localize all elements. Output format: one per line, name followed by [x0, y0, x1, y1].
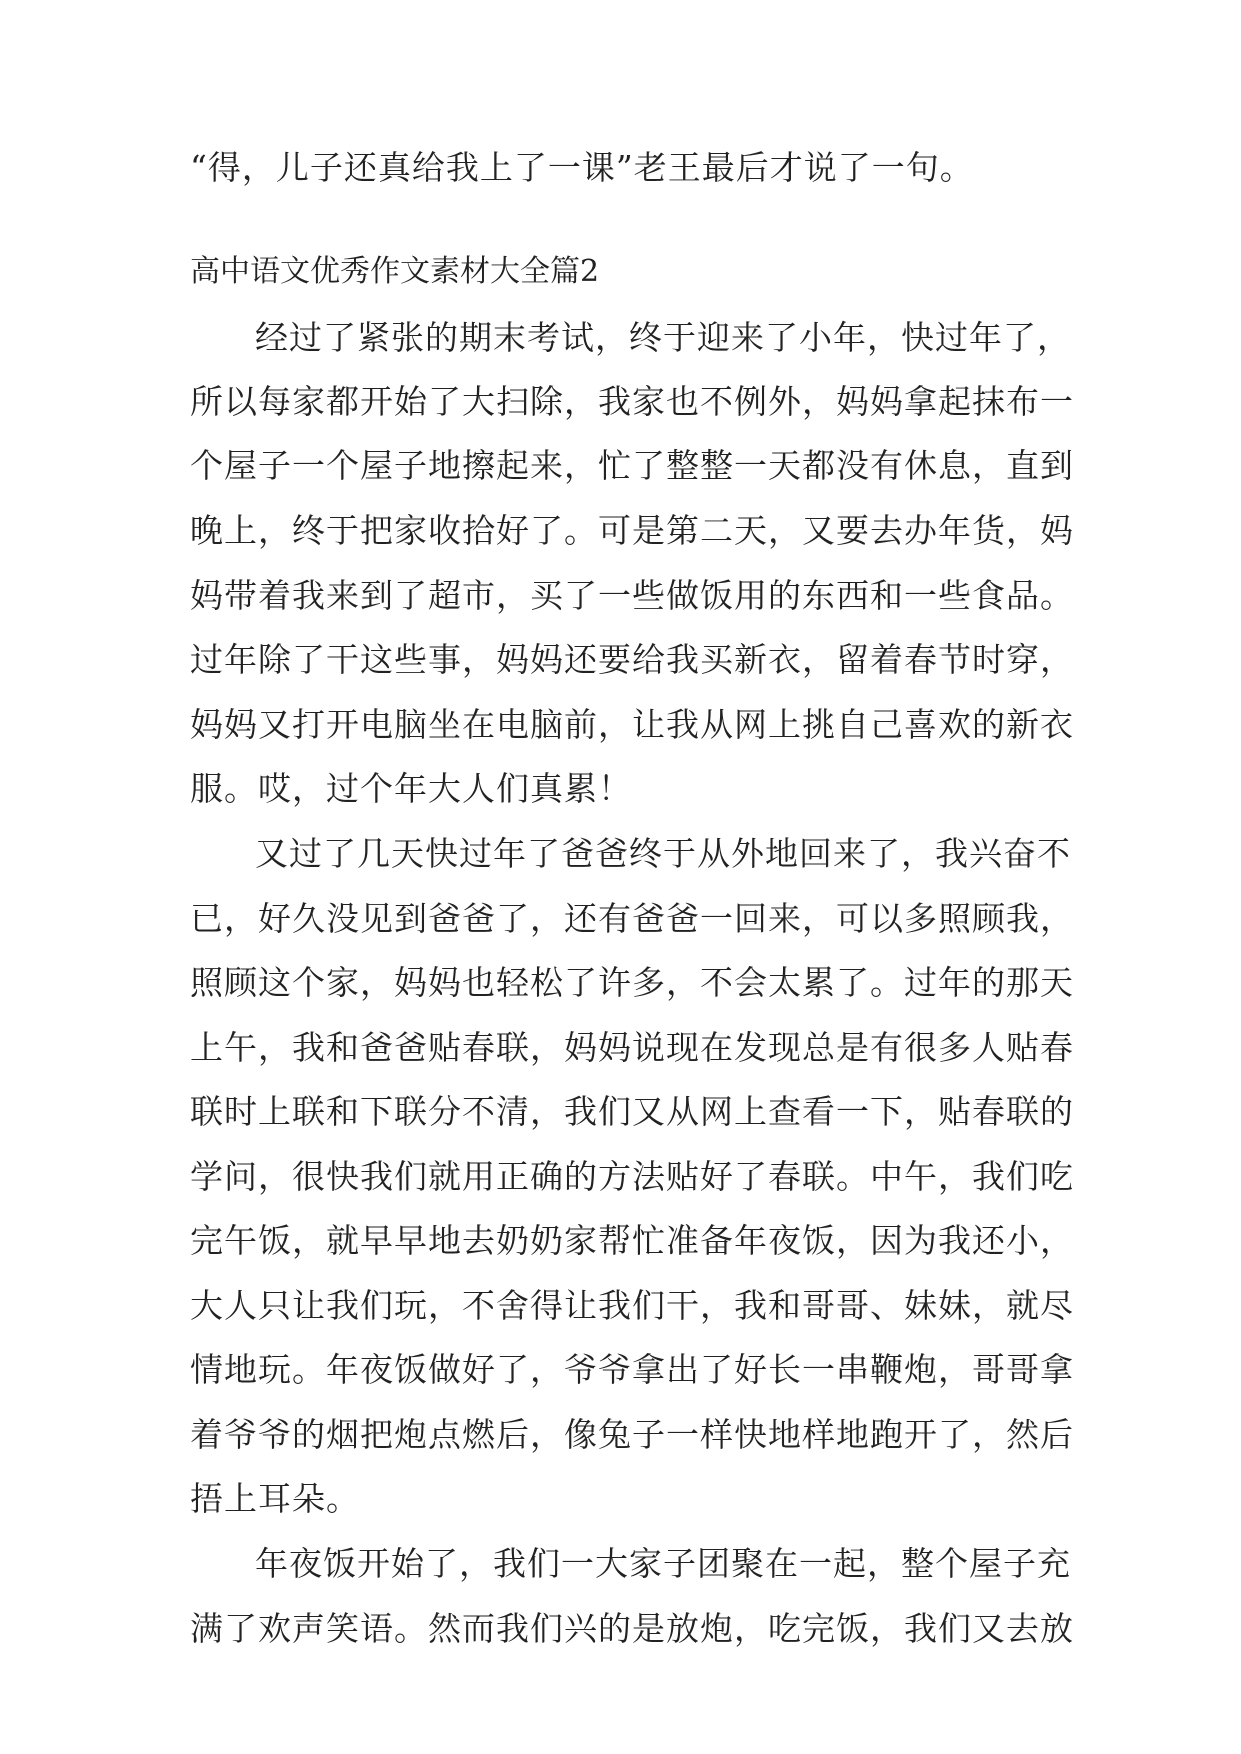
paragraph-line: 联时上联和下联分不清，我们又从网上查看一下，贴春联的 — [190, 1092, 1074, 1131]
paragraph-line: 学问，很快我们就用正确的方法贴好了春联。中午，我们吃 — [190, 1157, 1074, 1196]
paragraph-line: 又过了几天快过年了爸爸终于从外地回来了，我兴奋不 — [255, 834, 1071, 873]
paragraph-line: 个屋子一个屋子地擦起来，忙了整整一天都没有休息，直到 — [190, 446, 1074, 485]
section-title: 高中语文优秀作文素材大全篇2 — [190, 254, 600, 289]
paragraph-line: 情地玩。年夜饭做好了，爷爷拿出了好长一串鞭炮，哥哥拿 — [190, 1350, 1074, 1389]
paragraph-line: 着爷爷的烟把炮点燃后，像兔子一样快地样地跑开了，然后 — [190, 1415, 1074, 1454]
paragraph-line: 年夜饭开始了，我们一大家子团聚在一起，整个屋子充 — [255, 1544, 1071, 1583]
paragraph-line: 上午，我和爸爸贴春联，妈妈说现在发现总是有很多人贴春 — [190, 1028, 1074, 1067]
paragraph-line: 服。哎，过个年大人们真累！ — [190, 769, 632, 808]
paragraph-line: 所以每家都开始了大扫除，我家也不例外，妈妈拿起抹布一 — [190, 382, 1074, 421]
paragraph-line: 大人只让我们玩，不舍得让我们干，我和哥哥、妹妹，就尽 — [190, 1286, 1074, 1325]
quote-line: “得，儿子还真给我上了一课”老王最后才说了一句。 — [190, 148, 974, 187]
paragraph-line: 晚上，终于把家收拾好了。可是第二天，又要去办年货，妈 — [190, 511, 1074, 550]
paragraph-line: 满了欢声笑语。然而我们兴的是放炮，吃完饭，我们又去放 — [190, 1609, 1074, 1648]
paragraph-line: 过年除了干这些事，妈妈还要给我买新衣，留着春节时穿， — [190, 640, 1074, 679]
paragraph-line: 捂上耳朵。 — [190, 1479, 360, 1518]
paragraph-line: 经过了紧张的期末考试，终于迎来了小年，快过年了， — [255, 318, 1071, 357]
paragraph-line: 完午饭，就早早地去奶奶家帮忙准备年夜饭，因为我还小， — [190, 1221, 1074, 1260]
paragraph-line: 妈妈又打开电脑坐在电脑前，让我从网上挑自己喜欢的新衣 — [190, 705, 1074, 744]
paragraph-line: 妈带着我来到了超市，买了一些做饭用的东西和一些食品。 — [190, 576, 1074, 615]
paragraph-line: 已，好久没见到爸爸了，还有爸爸一回来，可以多照顾我， — [190, 899, 1074, 938]
paragraph-line: 照顾这个家，妈妈也轻松了许多，不会太累了。过年的那天 — [190, 963, 1074, 1002]
